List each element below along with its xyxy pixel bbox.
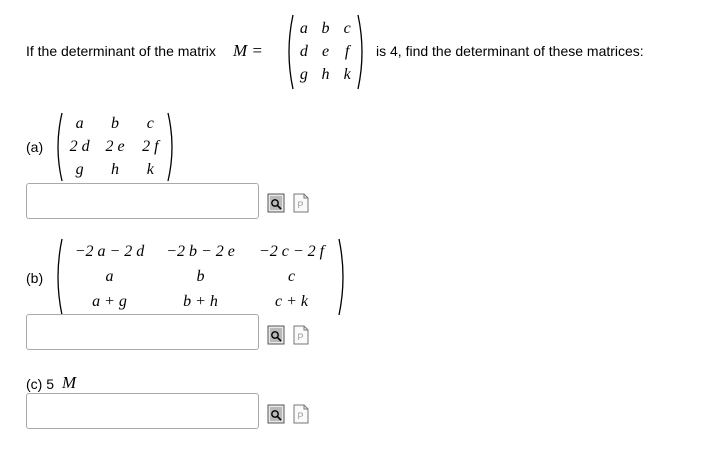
part-a-matrix-cell: a	[75, 115, 84, 133]
part-b-matrix-cell: c	[287, 267, 296, 285]
question-text-tail: is 4, find the determinant of these matrices:	[376, 43, 644, 59]
intro-matrix-cell: d	[299, 42, 308, 60]
part-a-matrix-cell: b	[110, 115, 119, 133]
intro-matrix-cell: f	[344, 42, 350, 60]
part-a-matrix-cell: 2 f	[142, 137, 159, 155]
part-c-answer-input[interactable]	[26, 393, 259, 429]
paper-icon[interactable]	[292, 193, 310, 213]
intro-matrix-cell: a	[299, 19, 308, 37]
intro-matrix-cell: e	[321, 42, 330, 60]
svg-text:P: P	[297, 332, 304, 342]
part-b-matrix	[52, 237, 349, 317]
part-a-matrix-cell: 2 e	[105, 137, 125, 155]
part-a-matrix-cell: k	[146, 160, 154, 178]
part-c-label-math: M	[62, 373, 77, 392]
preview-icon[interactable]	[267, 193, 285, 213]
svg-text:P: P	[297, 411, 304, 421]
svg-text:P: P	[297, 200, 304, 210]
intro-matrix-cell: h	[321, 66, 330, 84]
part-b-matrix-cell: −2 a − 2 d	[74, 242, 145, 260]
part-b-matrix-cell: b	[196, 267, 205, 285]
intro-matrix-cell: k	[343, 66, 351, 84]
part-b-answer-input[interactable]	[26, 314, 259, 350]
part-a-label: (a)	[26, 139, 44, 155]
part-b-matrix-cell: −2 c − 2 f	[258, 242, 325, 260]
part-a-matrix-cell: g	[75, 160, 84, 178]
part-b-matrix-cell: a	[105, 267, 114, 285]
part-b-matrix-cell: −2 b − 2 e	[166, 242, 235, 260]
part-b-matrix-cell: a + g	[92, 293, 127, 311]
preview-icon[interactable]	[267, 404, 285, 424]
intro-matrix-cell: b	[321, 19, 330, 37]
part-c-label: (c) 5	[26, 376, 54, 392]
part-a-matrix-cell: c	[146, 115, 154, 133]
paper-icon[interactable]	[292, 404, 310, 424]
question-text: If the determinant of the matrix	[26, 43, 216, 59]
part-b-matrix-cell: b + h	[183, 293, 218, 311]
part-a-matrix-cell: h	[110, 160, 119, 178]
paper-icon[interactable]	[292, 325, 310, 345]
part-a-answer-input[interactable]	[26, 183, 259, 219]
intro-matrix-cell: c	[343, 19, 351, 37]
intro-matrix-cell: g	[299, 66, 308, 84]
part-b-label: (b)	[26, 270, 44, 286]
preview-icon[interactable]	[267, 325, 285, 345]
intro-matrix	[283, 13, 368, 91]
part-a-matrix	[52, 111, 178, 183]
part-b-matrix-cell: c + k	[275, 293, 308, 311]
matrix-symbol: M =	[233, 41, 263, 60]
part-a-matrix-cell: 2 d	[69, 137, 90, 155]
